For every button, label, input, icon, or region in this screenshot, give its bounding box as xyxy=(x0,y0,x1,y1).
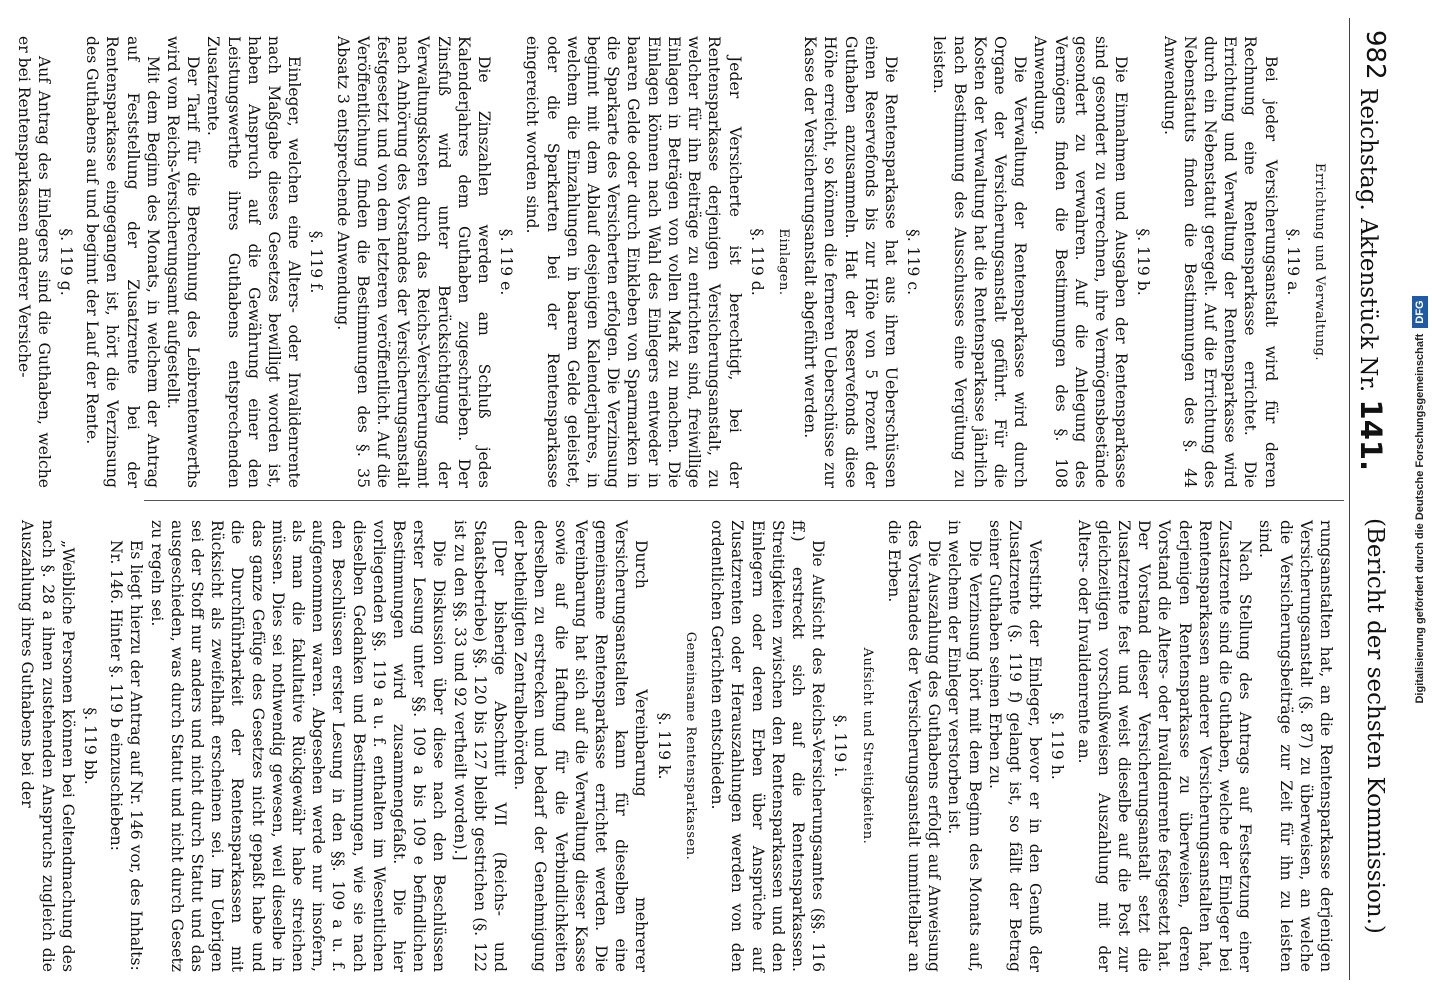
body-paragraph: Die Auszahlung des Guthabens erfolgt auf Anweisung des Vorstandes der Versicherungsanstalt unmittelbar an die Erben. xyxy=(884,520,944,972)
header-right-title: (Bericht der sechsten Kommission.) xyxy=(1362,518,1388,934)
paragraph-number: §. 119 b. xyxy=(1134,228,1153,296)
body-paragraph: Die Rentensparkasse hat aus ihren Ueberschüssen einen Reservefonds bis zur Höhe von 5 Prozent der Guthaben anzusammeln. Hat der Reservefonds diese Höhe erreicht, so können die ferneren Ueberschüsse zur Kasse der Versicherungsanstalt abgeführt werden. xyxy=(801,36,900,488)
paragraph-number: §. 119 f. xyxy=(307,230,326,294)
digitization-sidebar xyxy=(1412,8,1428,992)
section-heading: Aufsicht und Streitigkeiten. xyxy=(859,647,875,845)
paragraph-number: §. 119 e. xyxy=(497,228,516,296)
body-paragraph: Verstirbt der Einleger, bevor er in den Genuß der Zusatzrente (§. 119 f) gelangt ist, so fällt der Betrag seiner Guthaben seinen Erben zu. xyxy=(985,520,1045,972)
paragraph-number: §. 119 a. xyxy=(1283,228,1302,296)
column-divider xyxy=(144,500,1344,501)
body-paragraph: Bei jeder Versicherungsanstalt wird für deren Rechnung eine Rentensparkasse errichtet. Die Errichtung und Verwaltung der Rentensparkasse wird durch ein Nebenstatut geregelt. Auf die Errichtung des Nebenstatuts finden die Bestimmungen des §. 44 Anwendung. xyxy=(1160,36,1280,488)
body-paragraph: Nach Stellung des Antrags auf Festsetzung einer Zusatzrente sind die Guthaben, welche der Einleger bei Rentensparkassen anderer Versicherungsanstalten hat, derjenigen Rentensparkasse zu überweisen, deren Vorstand die Alters- oder Invalidenrente festgesetzt hat. Der Vorstand dieser Versicherungsanstalt setzt die Zusatzrente fest und weist dieselbe auf die Post zur gleichzeitigen vorschußweisen Auszahlung mit der Alters- oder Invalidenrente an. xyxy=(1074,520,1255,972)
body-paragraph: „Weibliche Personen können bei Geltendmachung des nach §. 28 a ihnen zustehenden Anspruchs zugleich die Auszahlung ihres Guthabens bei der xyxy=(18,520,77,972)
section-heading: Errichtung und Verwaltung. xyxy=(1312,163,1327,361)
document-number: 141. xyxy=(1354,399,1388,472)
paragraph-number: §. 119 i. xyxy=(831,714,850,778)
body-paragraph: Durch Vereinbarung mehrerer Versicherungsanstalten kann für dieselben eine gemeinsame Rentensparkasse errichtet werden. Die Vereinbarung hat sich auf die Verwaltung dieser Kasse sowie auf die Haftung für die Verbindlichkeiten derselben zu erstrecken und bedarf der Genehmigung der betheiligten Zentralbehörden. xyxy=(511,520,651,972)
left-column xyxy=(13,36,1336,488)
paragraph-number: §. 119 g. xyxy=(57,228,76,296)
body-paragraph: rungsanstalten hat, an die Rentensparkasse derjenigen Versicherungsanstalt (§. 87) zu überweisen, an welche die Versicherungsbeiträge zur Zeit für ihn zu leisten sind. xyxy=(1256,520,1335,972)
section-heading: Gemeinsame Rentensparkassen. xyxy=(682,631,698,861)
digitization-note xyxy=(1412,8,1428,992)
paragraph-number: §. 119 k. xyxy=(654,712,673,780)
body-paragraph: Einleger, welchen eine Alters- oder Invalidenrente nach Maßgabe dieses Gesetzes bewilligt worden ist, haben Anspruch auf die Gewährung einer den Leistungswerthe ihres Guthabens entsprechenden Zusatzrente. xyxy=(204,36,304,488)
section-heading: Einlagen. xyxy=(775,228,791,296)
body-paragraph: Auf Antrag des Einlegers sind die Guthaben, welche er bei Rentensparkassen anderer Versiche- xyxy=(14,36,53,488)
body-paragraph: Nr. 146. Hinter §. 119 b einzuschieben: xyxy=(107,540,126,851)
body-paragraph: [Der bisherige Abschnitt VII (Reichs- und Staatsbetriebe) §§. 120 bis 127 bleibt gestrichen (§. 122 ist zu den §§. 33 und 92 vertheilt worden).] xyxy=(450,520,510,972)
page-number: 982 xyxy=(1360,30,1390,80)
header-left-title: Reichstag. Aktenstück Nr. xyxy=(1355,88,1381,393)
body-paragraph: Die Verwaltung der Rentensparkasse wird durch Organe der Versicherungsanstalt geführt. Für die Kosten der Verwaltung hat die Rentensparkasse jährlich nach Bestimmung des Ausschusses eine Vergütung zu leisten. xyxy=(930,36,1030,488)
digitization-note-text: Digitalisierung gefördert durch die Deutsche Forschungsgemeinschaft xyxy=(1414,333,1426,704)
paragraph-number: §. 119 c. xyxy=(904,228,923,296)
body-paragraph: Die Diskussion über diese nach den Beschlüssen erster Lesung unter §§. 109 a bis 109 e befindlichen Bestimmungen wird zusammengefaßt. Die hier vorliegenden §§. 119 a u. f. enthalten im Wesentlichen dieselben Gedanken und Bestimmungen, wie sie nach den Beschlüssen erster Lesung in den §§. 109 a u. f. aufgenommen waren. Abgesehen werde nur insofern, als man die fakultative Rückgewähr habe streichen müssen. Dies sei nothwendig gewesen, weil dieselbe in das ganze Gefüge des Gesetzes nicht gepaßt habe und die Durchführbarkeit der Rentensparkassen mit Rücksicht als zweifelhaft erscheinen sei. Im Uebrigen sei der Stoff nur anders und nicht durch Statut und das ausgeschieden, was durch Statut und nicht durch Gesetz zu regeln sei. xyxy=(147,520,449,972)
right-column xyxy=(17,520,1336,972)
body-paragraph: Jeder Versicherte ist berechtigt, bei der Rentensparkasse derjenigen Versicherungsanstalt, zu welcher für ihn Beiträge zu entrichten sind, freiwillige Einlagen in Beträgen von vollen Mark zu machen. Die Einlagen können nach Wahl des Einlegers entweder in baaren Gelde oder durch Einkleben von Sparmarken in die Sparkarte des Versicherten erfolgen. Die Verzinsung beginnt mit dem Ablauf desjenigen Kalenderjahres, in welchem die Einzahlungen in baarem Gelde geleistet, oder die Sparkarten bei der Rentensparkasse eingereicht worden sind. xyxy=(523,36,744,488)
body-paragraph: Es liegt hierzu der Antrag auf Nr. 146 vor, des Inhalts: xyxy=(127,540,146,971)
body-paragraph: Der Tarif für die Berechnung des Leibrentenwerths wird vom Reichs-Versicherungsamt aufgestellt. xyxy=(164,36,203,488)
paragraph-number: §. 119 d. xyxy=(747,228,766,296)
body-paragraph: Die Aufsicht des Reichs-Versicherungsamtes (§§. 116 ff.) erstreckt sich auf die Rentensparkassen. Streitigkeiten zwischen den Rentensparkassen und den Einlegern oder deren Erben über Ansprüche auf Zusatzrenten oder Herauszahlungen werden von den ordentlichen Gerichten entschieden. xyxy=(708,520,828,972)
body-paragraph: Die Einnahmen und Ausgaben der Rentensparkasse sind gesondert zu verrechnen, ihre Vermögensbestände gesondert zu verwahren. Auf die Anlegung des Vermögens finden die Bestimmungen des §. 108 Anwendung. xyxy=(1031,36,1131,488)
paragraph-number: §. 119 bb. xyxy=(81,707,100,785)
body-paragraph: Die Verzinsung hört mit dem Beginn des Monats auf, in welchem der Einleger verstorben ist. xyxy=(945,520,984,972)
body-paragraph: Mit dem Beginn des Monats, in welchem der Antrag auf Feststellung der Zusatzrente bei der Rentensparkasse eingegangen ist, hört die Verzinsung des Guthabens auf und beginnt der Lauf der Rente. xyxy=(83,36,162,488)
body-paragraph: Die Zinszahlen werden am Schluß jedes Kalenderjahres dem Guthaben zugeschrieben. Der Zinsfuß wird unter Berücksichtigung der Verwaltungskosten durch das Reichs-Versicherungsamt nach Anhörung des Vorstandes der Versicherungsanstalt festgesetzt und von dem letzteren veröffentlicht. Auf die Veröffentlichung finden die Bestimmungen des §. 35 Absatz 3 entsprechende Anwendung. xyxy=(333,36,494,488)
dfg-logo: DFG xyxy=(1412,296,1428,327)
paragraph-number: §. 119 h. xyxy=(1048,712,1067,780)
header-title xyxy=(1354,88,1388,471)
header-rule xyxy=(1349,18,1350,980)
